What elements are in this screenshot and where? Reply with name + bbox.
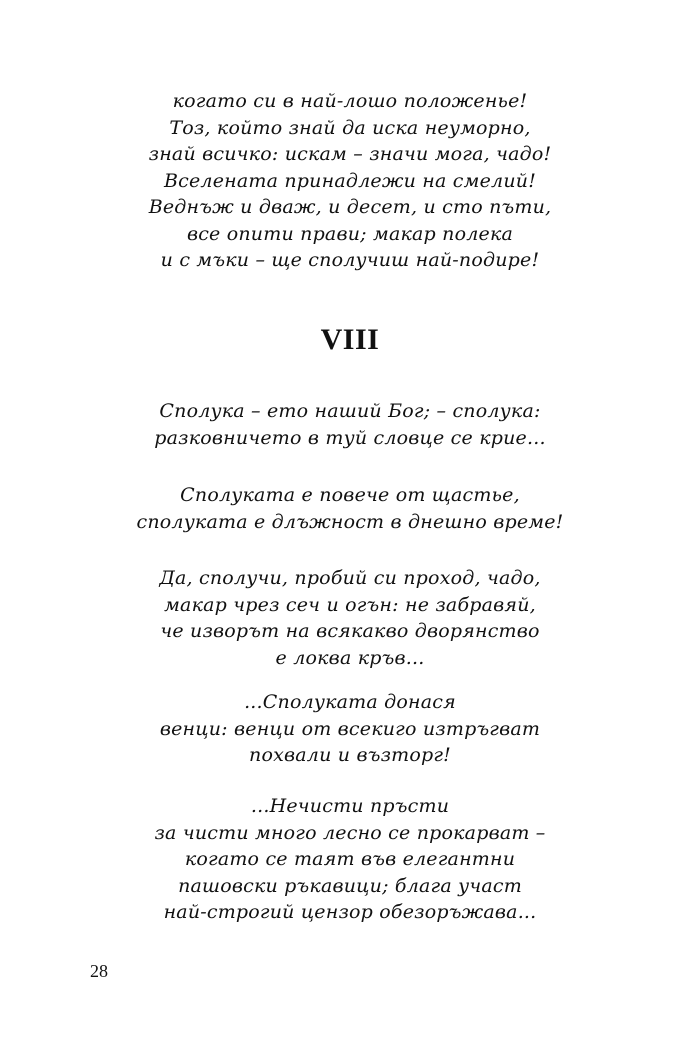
verse-line: ...Нечисти пръсти <box>250 795 450 817</box>
stanza-4 <box>0 689 700 769</box>
verse-line: Тоз, който знай да иска неуморно, <box>169 116 531 139</box>
verse-line: когато се таят във елегантни <box>184 848 516 870</box>
verse-line: пашовски ръкавици; блага участ <box>178 874 522 897</box>
verse-line: похвали и възторг! <box>249 744 451 766</box>
verse-line: за чисти много лесно се прокарват – <box>154 821 546 844</box>
verse-line: най-строгий цензор обезоръжава... <box>163 901 537 923</box>
verse-line: когато си в най-лошо положенье! <box>172 90 528 112</box>
stanza-5 <box>0 793 700 926</box>
verse-line: сполуката е длъжност в днешно време! <box>136 510 564 533</box>
verse-line: и с мъки – ще сполучиш най-подире! <box>160 249 540 271</box>
verse-line: Сполука – ето наший Бог; – сполука: <box>159 400 541 422</box>
verse-line: макар чрез сеч и огън: не забравяй, <box>164 593 536 616</box>
verse-line: Да, сполучи, пробий си проход, чадо, <box>159 567 541 589</box>
stanza-2 <box>0 482 700 535</box>
verse-line: че изворът на всякакво дворянство <box>160 620 540 642</box>
stanza-1 <box>0 398 700 451</box>
page-number: 28 <box>90 961 108 981</box>
verse-line: ...Сполуката донася <box>244 691 456 713</box>
verse-line: Сполуката е повече от щастье, <box>180 484 520 506</box>
section-heading: VIII <box>320 323 380 356</box>
verse-line: знай всичко: искам – значи мога, чадо! <box>148 143 552 165</box>
verse-line: венци: венци от всекиго изтръгват <box>159 717 541 740</box>
verse-line: все опити прави; макар полека <box>186 222 514 245</box>
verse-line: разковничето в туй словце се крие... <box>154 426 546 449</box>
verse-line: е локва кръв... <box>275 646 425 669</box>
stanza-3 <box>0 565 700 671</box>
intro-stanza <box>0 88 700 274</box>
verse-line: Вселената принадлежи на смелий! <box>163 169 537 192</box>
verse-line: Веднъж и дваж, и десет, и сто пъти, <box>148 196 552 218</box>
